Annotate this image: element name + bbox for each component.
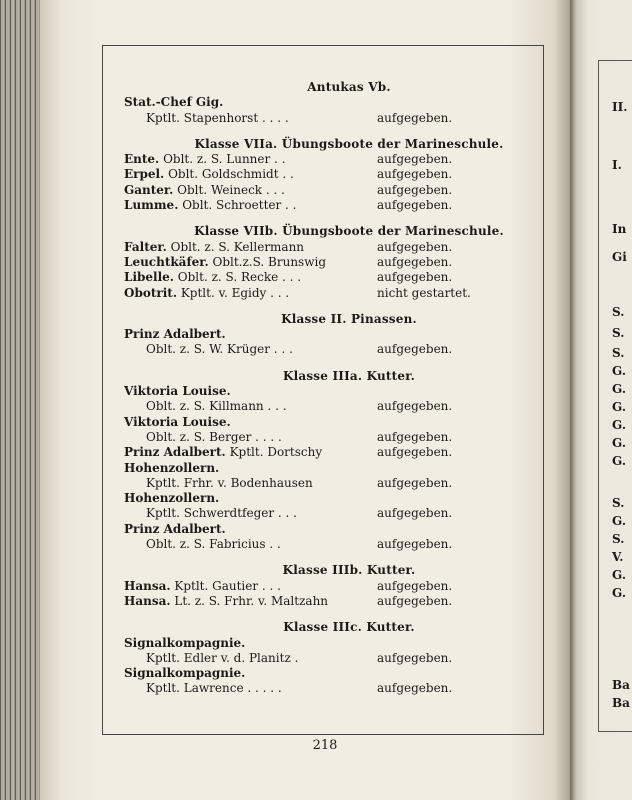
result-text: aufgegeben.	[377, 152, 453, 167]
skipper-name: Kptlt. Schwerdtfeger . . .	[146, 506, 297, 521]
ship-name: Ganter.	[124, 182, 174, 197]
skipper-name: Kptlt. Frhr. v. Bodenhausen	[146, 475, 313, 490]
crew-row	[124, 111, 534, 126]
skipper-name: Kptlt. Stapenhorst . . . .	[146, 110, 289, 125]
right-page-fragment: Ba	[612, 696, 630, 710]
result-text: aufgegeben.	[377, 399, 453, 414]
right-page-fragment: II.	[612, 100, 628, 114]
right-page-fragment: G.	[612, 514, 626, 528]
result-text: aufgegeben.	[377, 182, 453, 197]
result-text: aufgegeben.	[377, 270, 453, 285]
ship-name: Erpel.	[124, 167, 165, 182]
ship-name: Hansa.	[124, 578, 171, 593]
ship-row	[124, 522, 534, 537]
result-text: nicht gestartet.	[377, 285, 471, 300]
result-text: aufgegeben.	[377, 110, 453, 125]
entry-row	[124, 240, 534, 255]
ship-name: Lumme.	[124, 198, 179, 213]
crew-row	[124, 399, 534, 414]
ship-row	[124, 384, 534, 399]
crew-row	[124, 430, 534, 445]
ship-name: Hohenzollern.	[124, 460, 220, 475]
skipper-name: Kptlt. Edler v. d. Planitz .	[146, 650, 299, 665]
right-page-fragment: S.	[612, 496, 625, 510]
crew-row	[124, 342, 534, 357]
ship-name: Viktoria Louise.	[124, 414, 231, 429]
skipper-name: Oblt. z. S. Kellermann	[170, 239, 305, 254]
entry-row	[124, 286, 534, 301]
class-heading: Klasse IIIc. Kutter.	[283, 620, 415, 635]
entry-row	[124, 152, 534, 167]
result-text: aufgegeben.	[377, 429, 453, 444]
right-page-fragment: S.	[612, 532, 625, 546]
ship-name: Hansa.	[124, 593, 171, 608]
result-text: aufgegeben.	[377, 167, 453, 182]
skipper-name: Kptlt. Lawrence . . . . .	[146, 681, 282, 696]
skipper-name: Kptlt. v. Egidy . . .	[180, 285, 290, 300]
ship-name: Viktoria Louise.	[124, 384, 231, 399]
entry-row	[124, 270, 534, 285]
entry-row	[124, 594, 534, 609]
ship-row	[124, 327, 534, 342]
ship-name: Prinz Adalbert.	[124, 327, 226, 342]
result-text: aufgegeben.	[377, 650, 453, 665]
class-heading: Klasse IIIb. Kutter.	[282, 563, 416, 578]
result-text: aufgegeben.	[377, 578, 453, 593]
ship-name: Prinz Adalbert.	[124, 445, 226, 460]
ship-row	[124, 95, 534, 110]
right-page-fragment: G.	[612, 418, 626, 432]
skipper-name: Kptlt. Dortschy	[229, 445, 323, 460]
ship-name: Hohenzollern.	[124, 491, 220, 506]
entry-row	[124, 183, 534, 198]
skipper-name: Oblt. Schroetter . .	[182, 198, 297, 213]
entry-row	[124, 579, 534, 594]
right-page-fragment: G.	[612, 568, 626, 582]
result-text: aufgegeben.	[377, 445, 453, 460]
skipper-name: Oblt. z. S. W. Krüger . . .	[146, 342, 293, 357]
ship-row	[124, 415, 534, 430]
entry-row	[124, 445, 534, 460]
right-page-fragment: G.	[612, 454, 626, 468]
entry-row	[124, 167, 534, 182]
right-page-fragment: G.	[612, 586, 626, 600]
right-page-fragment: G.	[612, 364, 626, 378]
ship-row	[124, 636, 534, 651]
ship-row	[124, 666, 534, 681]
result-text: aufgegeben.	[377, 239, 453, 254]
page-number: 218	[312, 738, 338, 753]
skipper-name: Oblt. z. S. Killmann . . .	[146, 399, 287, 414]
right-page-fragment: G.	[612, 436, 626, 450]
crew-row	[124, 651, 534, 666]
right-page-fragment: In	[612, 222, 627, 236]
crew-row	[124, 681, 534, 696]
class-heading: Antukas Vb.	[307, 80, 391, 94]
skipper-name: Kptlt. Gautier . . .	[174, 578, 281, 593]
ship-row	[124, 491, 534, 506]
skipper-name: Oblt. z. S. Fabricius . .	[146, 537, 281, 552]
regatta-results-list	[124, 80, 534, 697]
ship-name: Signalkompagnie.	[124, 635, 246, 650]
result-text: aufgegeben.	[377, 593, 453, 608]
crew-row	[124, 506, 534, 521]
class-heading: Klasse II. Pinassen.	[281, 311, 417, 326]
ship-name: Falter.	[124, 239, 167, 254]
right-page-fragment: V.	[612, 550, 624, 564]
entry-row	[124, 255, 534, 270]
ship-name: Leuchtkäfer.	[124, 254, 209, 269]
ship-name: Stat.-Chef Gig.	[124, 95, 224, 110]
skipper-name: Lt. z. S. Frhr. v. Maltzahn	[174, 593, 329, 608]
result-text: aufgegeben.	[377, 254, 453, 269]
crew-row	[124, 476, 534, 491]
skipper-name: Oblt. z. S. Recke . . .	[177, 270, 302, 285]
skipper-name: Oblt. Goldschmidt . .	[168, 167, 294, 182]
result-text: aufgegeben.	[377, 475, 453, 490]
book-spine-edges	[0, 0, 40, 800]
ship-name: Obotrit.	[124, 285, 177, 300]
ship-name: Prinz Adalbert.	[124, 521, 226, 536]
right-page-fragment: G.	[612, 382, 626, 396]
right-page-fragment: Ba	[612, 678, 630, 692]
right-page-fragment: Gi	[612, 250, 627, 264]
skipper-name: Oblt. z. S. Berger . . . .	[146, 429, 282, 444]
result-text: aufgegeben.	[377, 198, 453, 213]
result-text: aufgegeben.	[377, 342, 453, 357]
class-heading: Klasse VIIa. Übungsboote der Marineschule.	[194, 136, 504, 151]
ship-name: Signalkompagnie.	[124, 666, 246, 681]
ship-row	[124, 461, 534, 476]
right-page-fragment: I.	[612, 158, 622, 172]
crew-row	[124, 537, 534, 552]
right-page-fragment: S.	[612, 326, 625, 340]
right-page-fragment: S.	[612, 305, 625, 319]
ship-name: Libelle.	[124, 270, 174, 285]
result-text: aufgegeben.	[377, 506, 453, 521]
skipper-name: Oblt. Weineck . . .	[177, 182, 285, 197]
skipper-name: Oblt.z.S. Brunswig	[212, 254, 326, 269]
right-page-fragment: G.	[612, 400, 626, 414]
class-heading: Klasse IIIa. Kutter.	[282, 368, 416, 383]
result-text: aufgegeben.	[377, 681, 453, 696]
entry-row	[124, 198, 534, 213]
ship-name: Ente.	[124, 152, 160, 167]
right-page-fragment: S.	[612, 346, 625, 360]
result-text: aufgegeben.	[377, 537, 453, 552]
skipper-name: Oblt. z. S. Lunner . .	[163, 152, 286, 167]
class-heading: Klasse VIIb. Übungsboote der Marineschule.	[194, 224, 504, 239]
